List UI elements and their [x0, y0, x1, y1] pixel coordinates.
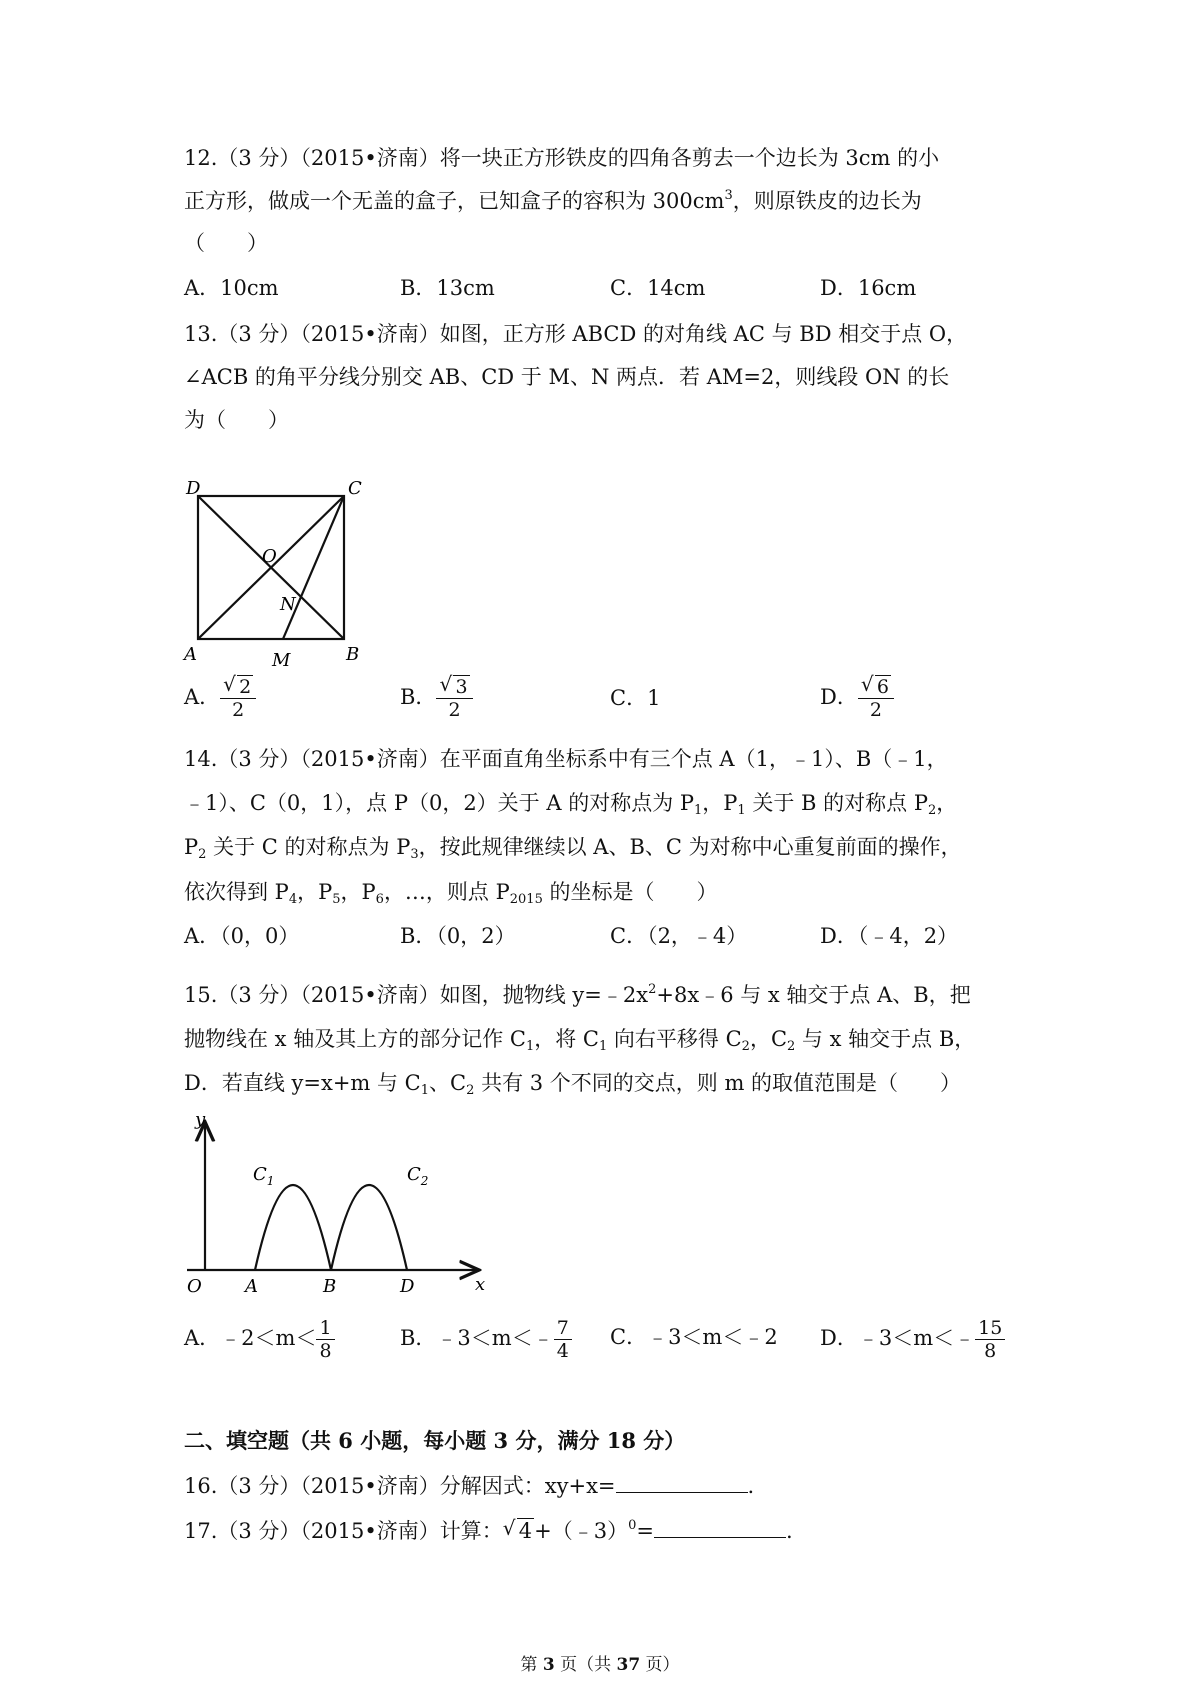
fraction: √ 3 2 [436, 676, 472, 721]
text: 向右平移得 C [607, 1027, 742, 1051]
q17-text-mid: +（﹣3） [534, 1519, 629, 1543]
q15-option-b [400, 1317, 572, 1362]
subscript: 2015 [509, 892, 543, 907]
subscript: 2 [741, 1039, 750, 1054]
q12-line-1: 12.（3 分）（2015•济南）将一块正方形铁皮的四角各剪去一个边长为 3cm 的小 [184, 146, 940, 170]
text: 关于 C 的对称点为 P [206, 835, 411, 859]
q15-option-c: C．﹣3＜m＜﹣2 [610, 1325, 778, 1349]
option-letter: A． [184, 685, 221, 709]
text: ， [936, 791, 958, 815]
q12-exponent: 3 [724, 188, 733, 203]
denominator: 2 [869, 699, 882, 721]
q14-line-2 [184, 788, 957, 818]
label-a: A [245, 1276, 258, 1297]
fraction [316, 1317, 334, 1362]
label-n: N [280, 594, 296, 615]
denominator: 8 [319, 1340, 332, 1362]
page-number: 3 [542, 1655, 555, 1675]
section-heading: 二、填空题（共 6 小题，每小题 3 分，满分 18 分） [184, 1428, 686, 1453]
text: 共有 3 个不同的交点，则 m 的取值范围是（ ） [474, 1071, 962, 1095]
q13-option-d [820, 672, 894, 721]
label-y: y [195, 1110, 206, 1130]
denominator: 2 [448, 699, 461, 721]
label-d: D [186, 478, 201, 499]
label-b: B [346, 644, 360, 665]
subscript: 2 [466, 1083, 475, 1098]
denominator: 2 [232, 699, 245, 721]
numerator: 7 [554, 1317, 572, 1340]
radicand: 2 [239, 676, 252, 698]
exponent: 0 [628, 1518, 637, 1533]
text: +8x﹣6 与 x 轴交于点 A、B，把 [656, 983, 971, 1007]
subscript: 6 [375, 892, 384, 907]
text: ，C [749, 1027, 788, 1051]
label-c: C [348, 478, 362, 499]
q12-text: 正方形，做成一个无盖的盒子，已知盒子的容积为 300cm [184, 189, 725, 213]
numerator: 15 [975, 1317, 1005, 1340]
q13-option-c: C．1 [610, 686, 661, 710]
q15-option-a [184, 1317, 335, 1362]
denominator: 4 [556, 1340, 569, 1362]
q15-line-3 [184, 1068, 961, 1098]
q16-line [184, 1470, 754, 1501]
label-c1: $C_1$ [253, 1164, 275, 1188]
subscript: 1 [737, 803, 746, 818]
label-a: A [184, 644, 197, 665]
text: ，P [340, 880, 376, 904]
q15-line-1 [184, 980, 971, 1010]
curve-c2 [331, 1185, 407, 1270]
q12-option-a: A．10cm [184, 276, 279, 300]
fraction [975, 1317, 1005, 1362]
q15-line-2 [184, 1024, 975, 1054]
option-letter: B． [400, 685, 437, 709]
option-text: B．﹣3＜m＜﹣ [400, 1326, 554, 1350]
text: P [184, 835, 199, 859]
footer-text: 页） [640, 1655, 680, 1675]
text: ，将 C [534, 1027, 599, 1051]
q17-answer-blank [654, 1515, 786, 1538]
text: 依次得到 P [184, 880, 289, 904]
total-pages: 37 [616, 1655, 641, 1675]
text: 抛物线在 x 轴及其上方的部分记作 C [184, 1027, 526, 1051]
text: ﹣1）、C（0，1），点 P（0，2）关于 A 的对称点为 P [184, 791, 694, 815]
page-footer [0, 1650, 1200, 1675]
radicand: 3 [455, 676, 468, 698]
q13-line-1: 13.（3 分）（2015•济南）如图，正方形 ABCD 的对角线 AC 与 BD 相交于点 O， [184, 322, 968, 346]
q17-line [184, 1515, 793, 1546]
label-d: D [400, 1276, 415, 1297]
subscript: 1 [525, 1039, 535, 1054]
q16-period: . [747, 1474, 755, 1498]
q12-text-end: ，则原铁皮的边长为 [732, 189, 922, 213]
subscript: 1 [598, 1039, 608, 1054]
radicand: 4 [518, 1519, 533, 1543]
fraction [554, 1317, 572, 1362]
equals-sign: = [636, 1519, 654, 1543]
text: ，P [297, 880, 333, 904]
q12-line-2 [184, 186, 922, 216]
subscript: 4 [288, 892, 298, 907]
exponent: 2 [648, 982, 657, 997]
q13-option-a [184, 672, 256, 721]
q14-option-c: C．（2，﹣4） [610, 924, 748, 948]
subscript: 2 [927, 803, 937, 818]
numerator: 1 [316, 1317, 334, 1340]
sqrt-expression: √ 4 [502, 1516, 533, 1543]
q12-option-d: D．16cm [820, 276, 917, 300]
text: D．若直线 y=x+m 与 C [184, 1071, 421, 1095]
q14-option-a: A．（0，0） [184, 924, 300, 948]
q14-line-1: 14.（3 分）（2015•济南）在平面直角坐标系中有三个点 A（1，﹣1）、B（﹣1， [184, 747, 948, 771]
q15-parabola-figure [175, 1110, 495, 1310]
denominator: 8 [984, 1340, 997, 1362]
fraction: √ 6 2 [858, 676, 894, 721]
q17-text: 17.（3 分）（2015•济南）计算： [184, 1519, 503, 1543]
text: ，按此规律继续以 A、B、C 为对称中心重复前面的操作， [418, 835, 962, 859]
text: 的坐标是（ ） [542, 880, 718, 904]
label-origin: O [187, 1276, 202, 1297]
footer-text: 页（共 [554, 1655, 617, 1675]
q14-line-4 [184, 877, 718, 907]
subscript: 2 [787, 1039, 796, 1054]
text: ，P [702, 791, 738, 815]
option-text: A．﹣2＜m＜ [184, 1326, 317, 1350]
footer-text: 第 [520, 1655, 543, 1675]
q13-option-b [400, 672, 473, 721]
fraction: √ 2 2 [220, 676, 256, 721]
q17-period: . [786, 1519, 793, 1543]
text: 与 x 轴交于点 B， [795, 1027, 976, 1051]
label-x: x [475, 1274, 486, 1295]
q13-line-2: ∠ACB 的角平分线分别交 AB、CD 于 M、N 两点．若 AM=2，则线段 ON 的长 [184, 365, 950, 389]
subscript: 5 [332, 892, 341, 907]
q16-answer-blank [616, 1470, 748, 1493]
option-text: D．﹣3＜m＜﹣ [820, 1326, 976, 1350]
q12-option-c: C．14cm [610, 276, 706, 300]
text: 关于 B 的对称点 P [745, 791, 928, 815]
text: ，…，则点 P [383, 880, 510, 904]
q14-option-d: D．（﹣4，2） [820, 924, 959, 948]
label-c2: $C_2$ [407, 1164, 429, 1188]
q12-line-3: （ ） [184, 231, 268, 255]
q13-line-3: 为（ ） [184, 408, 289, 432]
q13-square-figure [180, 470, 380, 675]
subscript: 3 [410, 847, 419, 862]
radicand: 6 [876, 676, 889, 698]
text: 、C [429, 1071, 467, 1095]
label-o: O [262, 546, 277, 567]
bisector-cm [283, 496, 344, 639]
q14-option-b: B．（0，2） [400, 924, 516, 948]
q16-text: 16.（3 分）（2015•济南）分解因式：xy+x= [184, 1474, 616, 1498]
q15-option-d [820, 1317, 1005, 1362]
option-letter: D． [820, 685, 858, 709]
subscript: 1 [420, 1083, 430, 1098]
label-m: M [272, 650, 291, 671]
subscript: 1 [694, 803, 703, 818]
curve-c1 [255, 1185, 331, 1270]
text: 15.（3 分）（2015•济南）如图，抛物线 y=﹣2x [184, 983, 649, 1007]
label-b: B [323, 1276, 337, 1297]
q12-option-b: B．13cm [400, 276, 495, 300]
q14-line-3 [184, 832, 962, 862]
subscript: 2 [198, 847, 207, 862]
